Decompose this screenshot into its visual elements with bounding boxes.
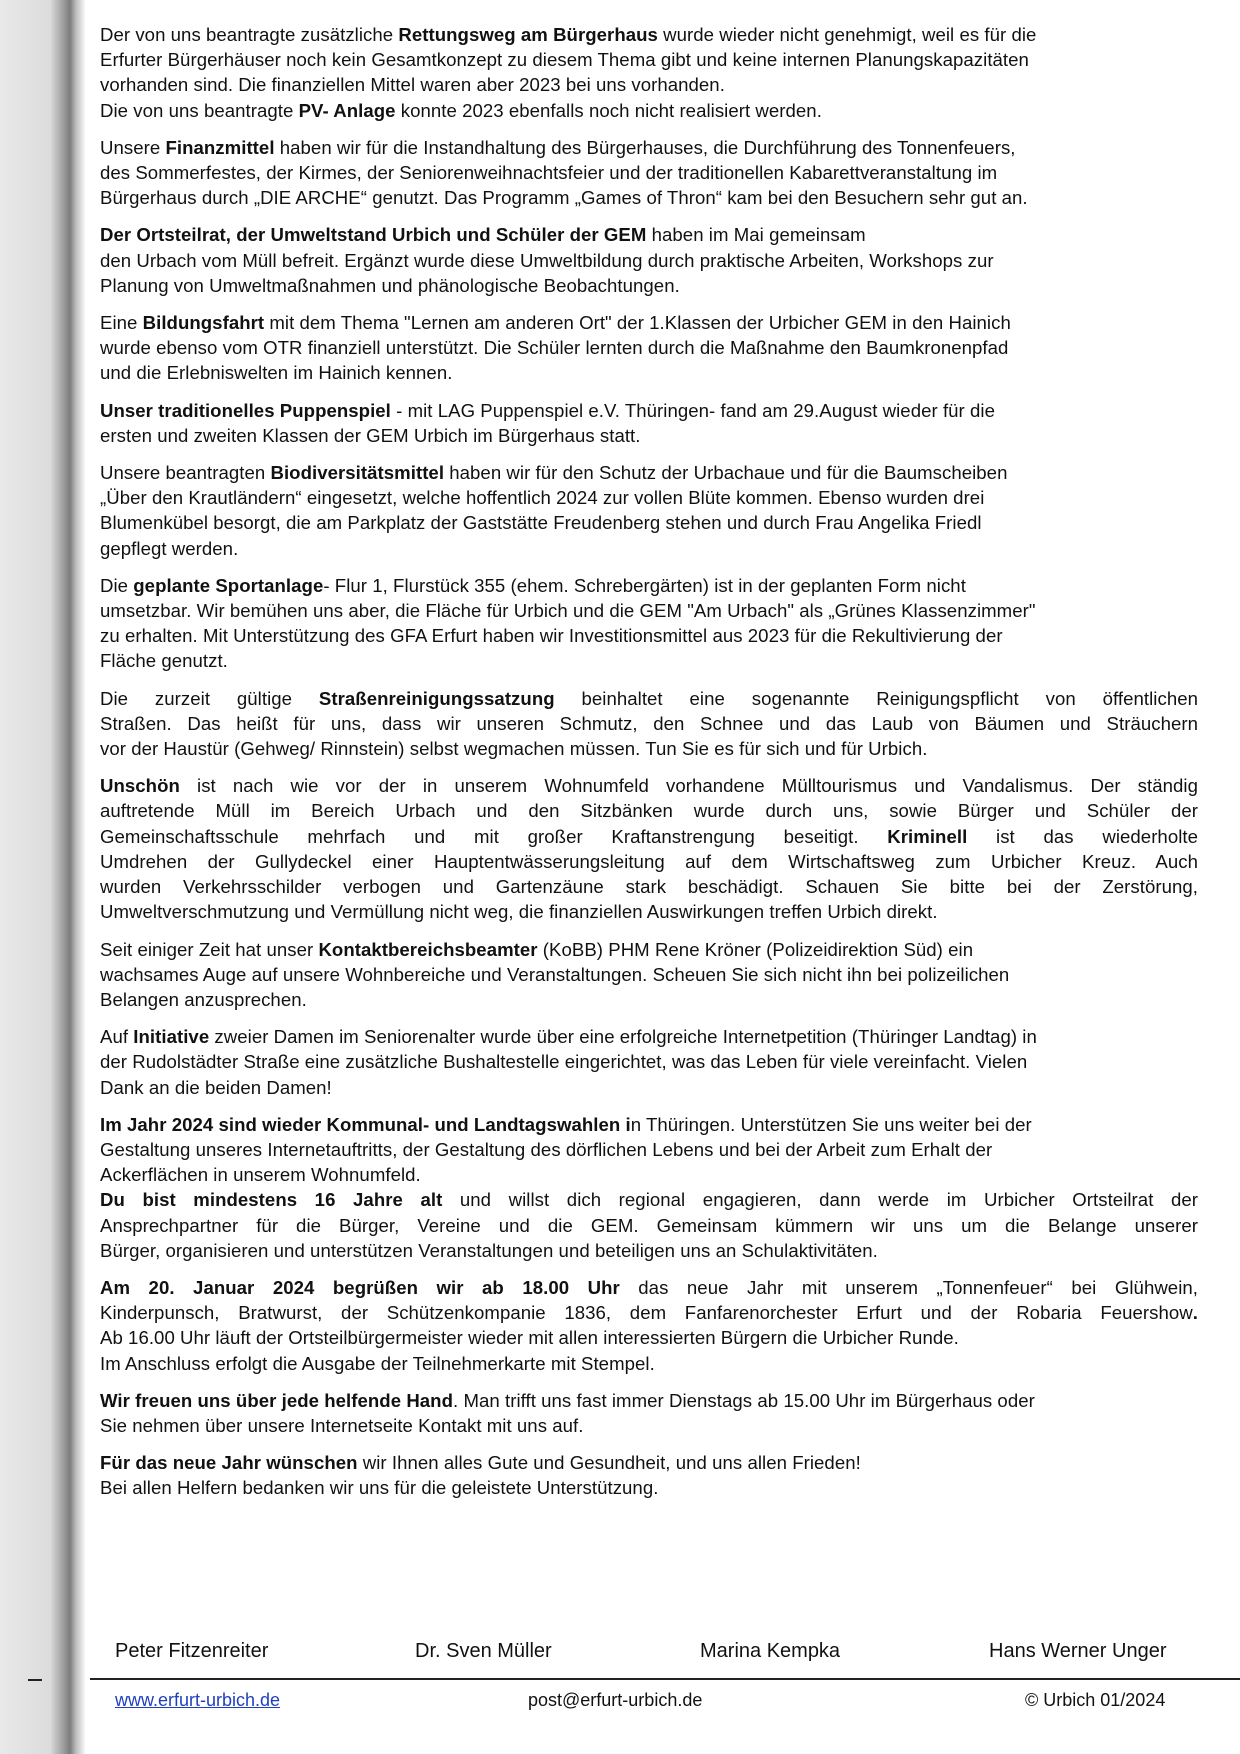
- page-edge-shadow: [0, 0, 86, 1754]
- text-line: [100, 987, 1198, 1012]
- text-run: Unsere: [100, 136, 166, 158]
- text-line: [100, 937, 1198, 962]
- text-run: Seit einiger Zeit hat unser: [100, 938, 319, 960]
- bold-text: Im Jahr 2024 sind wieder Kommunal- und Landtagswahlen i: [100, 1113, 631, 1135]
- text-run: und willst dich regional engagieren, dann werde im Urbicher Ortsteilrat der: [442, 1189, 1199, 1211]
- paragraph: [100, 135, 1198, 211]
- paragraph: [100, 310, 1198, 386]
- copyright-notice: © Urbich 01/2024: [1025, 1690, 1166, 1710]
- text-line: [100, 222, 1198, 247]
- website-link[interactable]: www.erfurt-urbich.de: [115, 1690, 281, 1710]
- paragraph: [100, 398, 1198, 448]
- bold-text: Kontaktbereichsbeamter: [318, 938, 538, 960]
- text-run: Der von uns beantragte zusätzliche: [100, 24, 399, 45]
- text-line: [100, 1137, 1198, 1162]
- text-line: [100, 360, 1198, 385]
- text-run: Fläche genutzt.: [100, 650, 228, 672]
- text-run: Die von uns beantragte: [100, 99, 299, 121]
- text-run: haben im Mai gemeinsam: [646, 224, 866, 246]
- bold-text: Du bist mindestens 16 Jahre alt: [100, 1189, 443, 1211]
- text-line: [100, 824, 1198, 849]
- text-line: [100, 22, 1198, 47]
- text-run: beinhaltet eine sogenannte Reinigungspflicht von öffentlichen: [554, 687, 1198, 709]
- text-run: Gemeinschaftsschule mehrfach und mit großer Kraftanstrengung beseitigt.: [100, 825, 888, 847]
- text-run: Bei allen Helfern bedanken wir uns für die geleistete Unterstützung.: [100, 1477, 659, 1499]
- footer: [90, 1690, 1200, 1720]
- text-run: umsetzbar. Wir bemühen uns aber, die Fläche für Urbich und die GEM "Am Urbach" als „Grünes Klassenzimmer": [100, 600, 1036, 622]
- text-run: Blumenkübel besorgt, die am Parkplatz der Gaststätte Freudenberg stehen und durch Frau Angelika Friedl: [100, 512, 982, 534]
- text-line: [100, 398, 1198, 423]
- text-run: Gestaltung unseres Internetauftritts, der Gestaltung des dörflichen Lebens und bei der Arbeit zum Erhalt der: [100, 1138, 993, 1160]
- text-run: Bürgerhaus durch „DIE ARCHE“ genutzt. Das Programm „Games of Thron“ kam bei den Besuchern sehr gut an.: [100, 187, 1028, 209]
- text-line: [100, 573, 1198, 598]
- text-run: ist nach wie vor der in unserem Wohnumfeld vorhandene Mülltourismus und Vandalismus. Der ständig: [179, 775, 1198, 797]
- text-run: . Man trifft uns fast immer Dienstags ab 15.00 Uhr im Bürgerhaus oder: [453, 1389, 1035, 1411]
- text-run: vorhanden sind. Die finanziellen Mittel waren aber 2023 bei uns vorhanden.: [100, 74, 725, 96]
- text-run: Die zurzeit gültige: [100, 687, 319, 709]
- text-line: [100, 47, 1198, 72]
- text-run: Belangen anzusprechen.: [100, 988, 307, 1010]
- text-run: Umweltverschmutzung und Vermüllung nicht weg, die finanziellen Auswirkungen treffen Urbich direkt.: [100, 901, 938, 923]
- text-line: [100, 874, 1198, 899]
- text-line: [100, 1213, 1198, 1238]
- paragraph: [100, 460, 1198, 561]
- text-run: Umdrehen der Gullydeckel einer Hauptentwässerungsleitung auf dem Wirtschaftsweg zum Urbicher Kreuz. Auch: [100, 850, 1198, 872]
- text-run: ist das wiederholte: [967, 825, 1199, 847]
- text-run: Ab 16.00 Uhr läuft der Ortsteilbürgermeister wieder mit allen interessierten Bürgern die Urbicher Runde.: [100, 1327, 959, 1349]
- text-line: [100, 711, 1198, 736]
- text-line: [100, 1049, 1198, 1074]
- paragraph: [100, 1450, 1198, 1500]
- text-run: n Thüringen. Unterstützen Sie uns weiter bei der: [630, 1113, 1032, 1135]
- text-run: (KoBB) PHM Rene Kröner (Polizeidirektion Süd) ein: [537, 938, 974, 960]
- text-run: Planung von Umweltmaßnahmen und phänologische Beobachtungen.: [100, 274, 680, 296]
- text-line: [100, 98, 1198, 123]
- text-line: [100, 798, 1198, 823]
- text-run: Sie nehmen über unsere Internetseite Kontakt mit uns auf.: [100, 1414, 584, 1436]
- text-line: [100, 423, 1198, 448]
- signature-name: Peter Fitzenreiter: [115, 1640, 269, 1662]
- text-run: gepflegt werden.: [100, 537, 239, 559]
- text-run: der Rudolstädter Straße eine zusätzliche Bushaltestelle eingerichtet, was das Leben für viele vereinfacht. Vielen: [100, 1051, 1028, 1073]
- bold-text: Rettungsweg am Bürgerhaus: [398, 24, 658, 45]
- text-line: [100, 1275, 1198, 1300]
- paragraph: [100, 1275, 1198, 1376]
- bold-text: Unschön: [100, 775, 180, 797]
- text-line: [100, 1388, 1198, 1413]
- bold-text: Kriminell: [887, 825, 968, 847]
- text-line: [100, 849, 1198, 874]
- text-line: [100, 135, 1198, 160]
- text-run: zweier Damen im Seniorenalter wurde über eine erfolgreiche Internetpetition (Thüringer Landtag) in: [209, 1026, 1037, 1048]
- text-line: [100, 1238, 1198, 1263]
- paragraph: [100, 937, 1198, 1013]
- text-run: Die: [100, 574, 134, 596]
- bold-text: Der Ortsteilrat, der Umweltstand Urbich und Schüler der GEM: [100, 224, 647, 246]
- text-line: [100, 273, 1198, 298]
- margin-mark: [28, 1679, 42, 1681]
- text-line: [100, 1162, 1198, 1187]
- text-run: haben wir für den Schutz der Urbachaue und für die Baumscheiben: [444, 462, 1008, 484]
- paragraph: [100, 1388, 1198, 1438]
- signature-row: [90, 1640, 1200, 1674]
- bold-text: Bildungsfahrt: [142, 312, 265, 334]
- bold-text: Biodiversitätsmittel: [270, 462, 445, 484]
- text-line: [100, 899, 1198, 924]
- paragraph: [100, 22, 1198, 123]
- text-run: - Flur 1, Flurstück 355 (ehem. Schrebergärten) ist in der geplanten Form nicht: [323, 574, 966, 596]
- text-line: [100, 1413, 1198, 1438]
- signature-name: Dr. Sven Müller: [415, 1640, 552, 1662]
- bold-text: PV- Anlage: [298, 99, 396, 121]
- bold-text: Wir freuen uns über jede helfende Hand: [100, 1389, 454, 1411]
- text-line: [100, 1450, 1198, 1475]
- text-line: [100, 1187, 1198, 1212]
- bold-text: Für das neue Jahr wünschen: [100, 1452, 358, 1474]
- text-line: [100, 72, 1198, 97]
- text-run: wurde ebenso vom OTR finanziell unterstützt. Die Schüler lernten durch die Maßnahme den Baumkronenpfad: [100, 337, 1009, 359]
- paragraph: [100, 222, 1198, 298]
- text-line: [100, 773, 1198, 798]
- paragraph: [100, 1024, 1198, 1100]
- bold-text: Initiative: [133, 1026, 210, 1048]
- text-line: [100, 160, 1198, 185]
- bold-text: geplante Sportanlage: [133, 574, 324, 596]
- text-run: wachsames Auge auf unsere Wohnbereiche und Veranstaltungen. Scheuen Sie sich nicht ihn bei polizeilichen: [100, 963, 1010, 985]
- text-run: Straßen. Das heißt für uns, dass wir unseren Schmutz, den Schnee und das Laub von Bäumen und Sträuchern: [100, 712, 1198, 734]
- bold-text: .: [1192, 1302, 1198, 1324]
- text-run: vor der Haustür (Gehweg/ Rinnstein) selbst wegmachen müssen. Tun Sie es für sich und für Urbich.: [100, 738, 928, 760]
- email-address: post@erfurt-urbich.de: [528, 1690, 703, 1710]
- text-run: Erfurter Bürgerhäuser noch kein Gesamtkonzept zu diesem Thema gibt und keine internen Planungskapazitäten: [100, 49, 1029, 71]
- text-line: [100, 460, 1198, 485]
- text-line: [100, 1075, 1198, 1100]
- bold-text: Straßenreinigungssatzung: [318, 687, 555, 709]
- text-line: [100, 185, 1198, 210]
- paragraph: [100, 573, 1198, 674]
- text-line: [100, 1325, 1198, 1350]
- text-run: ersten und zweiten Klassen der GEM Urbich im Bürgerhaus statt.: [100, 424, 641, 446]
- text-line: [100, 248, 1198, 273]
- text-run: Auf: [100, 1026, 134, 1048]
- text-run: „Über den Krautländern“ eingesetzt, welche hoffentlich 2024 zur vollen Blüte kommen. Ebenso wurden drei: [100, 487, 985, 509]
- text-run: Im Anschluss erfolgt die Ausgabe der Teilnehmerkarte mit Stempel.: [100, 1352, 655, 1374]
- text-line: [100, 1475, 1198, 1500]
- text-run: und die Erlebniswelten im Hainich kennen.: [100, 362, 453, 384]
- text-line: [100, 310, 1198, 335]
- text-run: Unsere beantragten: [100, 462, 271, 484]
- text-run: haben wir für die Instandhaltung des Bürgerhauses, die Durchführung des Tonnenfeuers,: [274, 136, 1016, 158]
- paragraph: [100, 686, 1198, 762]
- text-run: mit dem Thema "Lernen am anderen Ort" der 1.Klassen der Urbicher GEM in den Hainich: [264, 312, 1011, 334]
- text-line: [100, 485, 1198, 510]
- footer-divider: [90, 1678, 1240, 1680]
- text-line: [100, 623, 1198, 648]
- text-run: den Urbach vom Müll befreit. Ergänzt wurde diese Umweltbildung durch praktische Arbeiten, Workshops zur: [100, 249, 994, 271]
- text-line: [100, 648, 1198, 673]
- text-run: auftretende Müll im Bereich Urbach und den Sitzbänken wurde durch uns, sowie Bürger und Schüler der: [100, 800, 1198, 822]
- text-line: [100, 736, 1198, 761]
- text-run: zu erhalten. Mit Unterstützung des GFA Erfurt haben wir Investitionsmittel aus 2023 für die Rekultivierung der: [100, 625, 1003, 647]
- text-line: [100, 510, 1198, 535]
- text-run: Kinderpunsch, Bratwurst, der Schützenkompanie 1836, dem Fanfarenorchester Erfurt und der Robaria Feuershow: [100, 1302, 1193, 1324]
- signature-name: Marina Kempka: [700, 1640, 841, 1662]
- text-run: - mit LAG Puppenspiel e.V. Thüringen- fand am 29.August wieder für die: [390, 399, 995, 421]
- text-line: [100, 1112, 1198, 1137]
- text-line: [100, 536, 1198, 561]
- text-run: Ansprechpartner für die Bürger, Vereine und die GEM. Gemeinsam kümmern wir uns um die Belange unserer: [100, 1214, 1198, 1236]
- text-line: [100, 335, 1198, 360]
- text-run: Eine: [100, 312, 143, 334]
- text-line: [100, 962, 1198, 987]
- text-run: wurden Verkehrsschilder verbogen und Gartenzäune stark beschädigt. Schauen Sie bitte bei der Zerstörung,: [100, 876, 1198, 898]
- text-run: konnte 2023 ebenfalls noch nicht realisiert werden.: [395, 99, 822, 121]
- bold-text: Unser traditionelles Puppenspiel: [100, 399, 391, 421]
- text-run: wir Ihnen alles Gute und Gesundheit, und uns allen Frieden!: [357, 1452, 861, 1474]
- text-line: [100, 1024, 1198, 1049]
- letter-body: [100, 22, 1198, 1513]
- signature-name: Hans Werner Unger: [989, 1640, 1167, 1662]
- text-line: [100, 686, 1198, 711]
- text-run: Dank an die beiden Damen!: [100, 1076, 332, 1098]
- text-run: das neue Jahr mit unserem „Tonnenfeuer“ bei Glühwein,: [619, 1276, 1198, 1298]
- bold-text: Am 20. Januar 2024 begrüßen wir ab 18.00 Uhr: [100, 1276, 620, 1298]
- text-run: des Sommerfestes, der Kirmes, der Seniorenweihnachtsfeier und der traditionellen Kabarettveranstaltung im: [100, 162, 998, 184]
- bold-text: Finanzmittel: [165, 136, 275, 158]
- text-run: Ackerflächen in unserem Wohnumfeld.: [100, 1164, 421, 1186]
- text-line: [100, 1351, 1198, 1376]
- text-line: [100, 598, 1198, 623]
- text-run: wurde wieder nicht genehmigt, weil es für die: [657, 24, 1037, 45]
- text-run: Bürger, organisieren und unterstützen Veranstaltungen und beteiligen uns an Schulaktivitäten.: [100, 1239, 878, 1261]
- paragraph: [100, 773, 1198, 924]
- paragraph: [100, 1112, 1198, 1263]
- text-line: [100, 1300, 1198, 1325]
